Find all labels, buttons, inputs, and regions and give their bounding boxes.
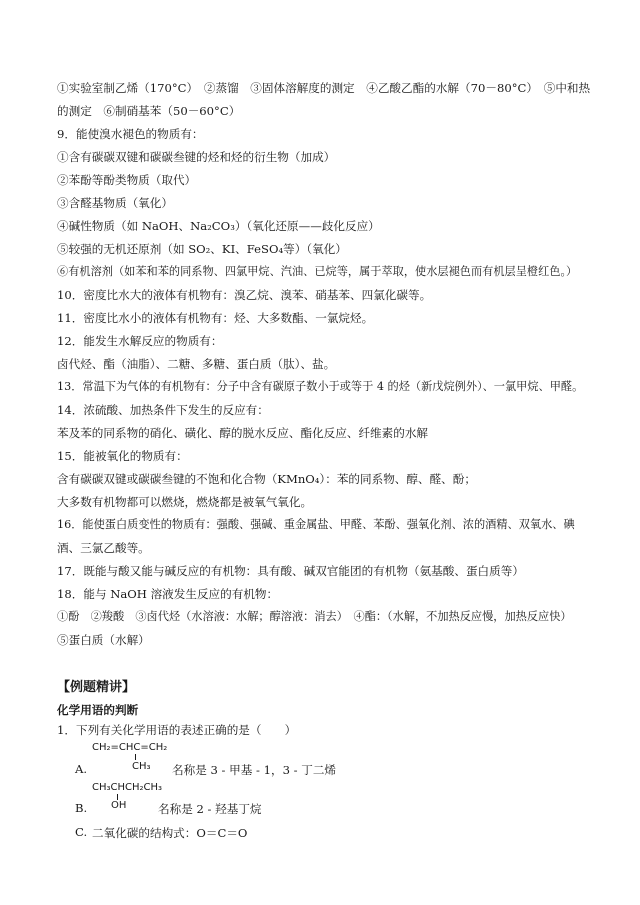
option-a-bond-line [135,754,136,760]
option-b-formula-main: CH₃CHCH₂CH₃ [92,782,163,793]
question-stem: 1．下列有关化学用语的表述正确的是（ ） [57,723,297,737]
section-title: 【例题精讲】 [57,680,136,695]
list-heading-13: 13．常温下为气体的有机物有：分子中含有碳原子数小于或等于 4 的烃（新戊烷例外）、一氯甲烷、甲醛。 [57,380,584,393]
text-line: 含有碳碳双键或碳碳叁键的不饱和化合物（KMnO₄）：苯的同系物、醇、醛、酚； [57,472,476,486]
text-line: ①酚 ②羧酸 ③卤代烃（水溶液：水解；醇溶液：消去） ④酯：（水解，不加热反应慢，加热反应快） [57,610,572,623]
option-c-text: 二氧化碳的结构式：O＝C＝O [92,826,248,840]
list-heading-16: 16．能使蛋白质变性的物质有：强酸、强碱、重金属盐、甲醛、苯酚、强氧化剂、浓的酒精、双氧水、碘 [57,518,575,531]
text-line: ⑤较强的无机还原剂（如 SO₂、KI、FeSO₄等）（氧化） [57,242,347,256]
option-b-letter: B. [75,801,88,815]
option-a-letter: A. [75,762,88,776]
list-heading-11: 11．密度比水小的液体有机物有：烃、大多数酯、一氯烷烃。 [57,311,374,325]
option-a-formula-main: CH₂=CHC=CH₂ [92,742,168,753]
text-line: ③含醛基物质（氧化） [57,196,173,210]
subsection-title: 化学用语的判断 [57,703,139,717]
list-heading-15: 15．能被氧化的物质有： [57,449,188,463]
option-a-text: 名称是 3 - 甲基 - 1，3 - 丁二烯 [172,763,337,777]
text-line: 卤代烃、酯（油脂）、二糖、多糖、蛋白质（肽）、盐。 [57,357,336,371]
option-b-formula-branch: OH [111,800,127,811]
text-line: 的测定 ⑥制硝基苯（50－60°C） [57,104,241,118]
text-line: ④碱性物质（如 NaOH、Na₂CO₃）（氧化还原——歧化反应） [57,219,380,233]
option-b-text: 名称是 2 - 羟基丁烷 [158,802,262,816]
list-heading-14: 14．浓硫酸、加热条件下发生的反应有： [57,403,269,417]
text-line: ②苯酚等酚类物质（取代） [57,173,197,187]
text-line: ⑥有机溶剂（如苯和苯的同系物、四氯甲烷、汽油、已烷等，属于萃取，使水层褪色而有机层呈橙红色。） [57,265,578,278]
option-c-letter: C. [75,825,88,839]
list-heading-10: 10．密度比水大的液体有机物有：溴乙烷、溴苯、硝基苯、四氯化碳等。 [57,288,432,302]
text-line: 大多数有机物都可以燃烧，燃烧都是被氧气氧化。 [57,495,313,509]
text-line: ①实验室制乙烯（170°C） ②蒸馏 ③固体溶解度的测定 ④乙酸乙酯的水解（70－80°C） ⑤中和热 [57,81,591,95]
list-heading-12: 12．能发生水解反应的物质有： [57,334,223,348]
list-heading-9: 9．能使溴水褪色的物质有： [57,127,204,141]
option-a-formula-branch: CH₃ [132,761,151,772]
text-line: 酒、三氯乙酸等。 [57,541,150,555]
text-line: 苯及苯的同系物的硝化、磺化、醇的脱水反应、酯化反应、纤维素的水解 [57,426,429,440]
list-heading-17: 17．既能与酸又能与碱反应的有机物：具有酸、碱双官能团的有机物（氨基酸、蛋白质等） [57,564,524,578]
text-line: ⑤蛋白质（水解） [57,633,150,647]
text-line: ①含有碳碳双键和碳碳叁键的烃和烃的衍生物（加成） [57,150,336,164]
list-heading-18: 18．能与 NaOH 溶液发生反应的有机物： [57,587,279,601]
